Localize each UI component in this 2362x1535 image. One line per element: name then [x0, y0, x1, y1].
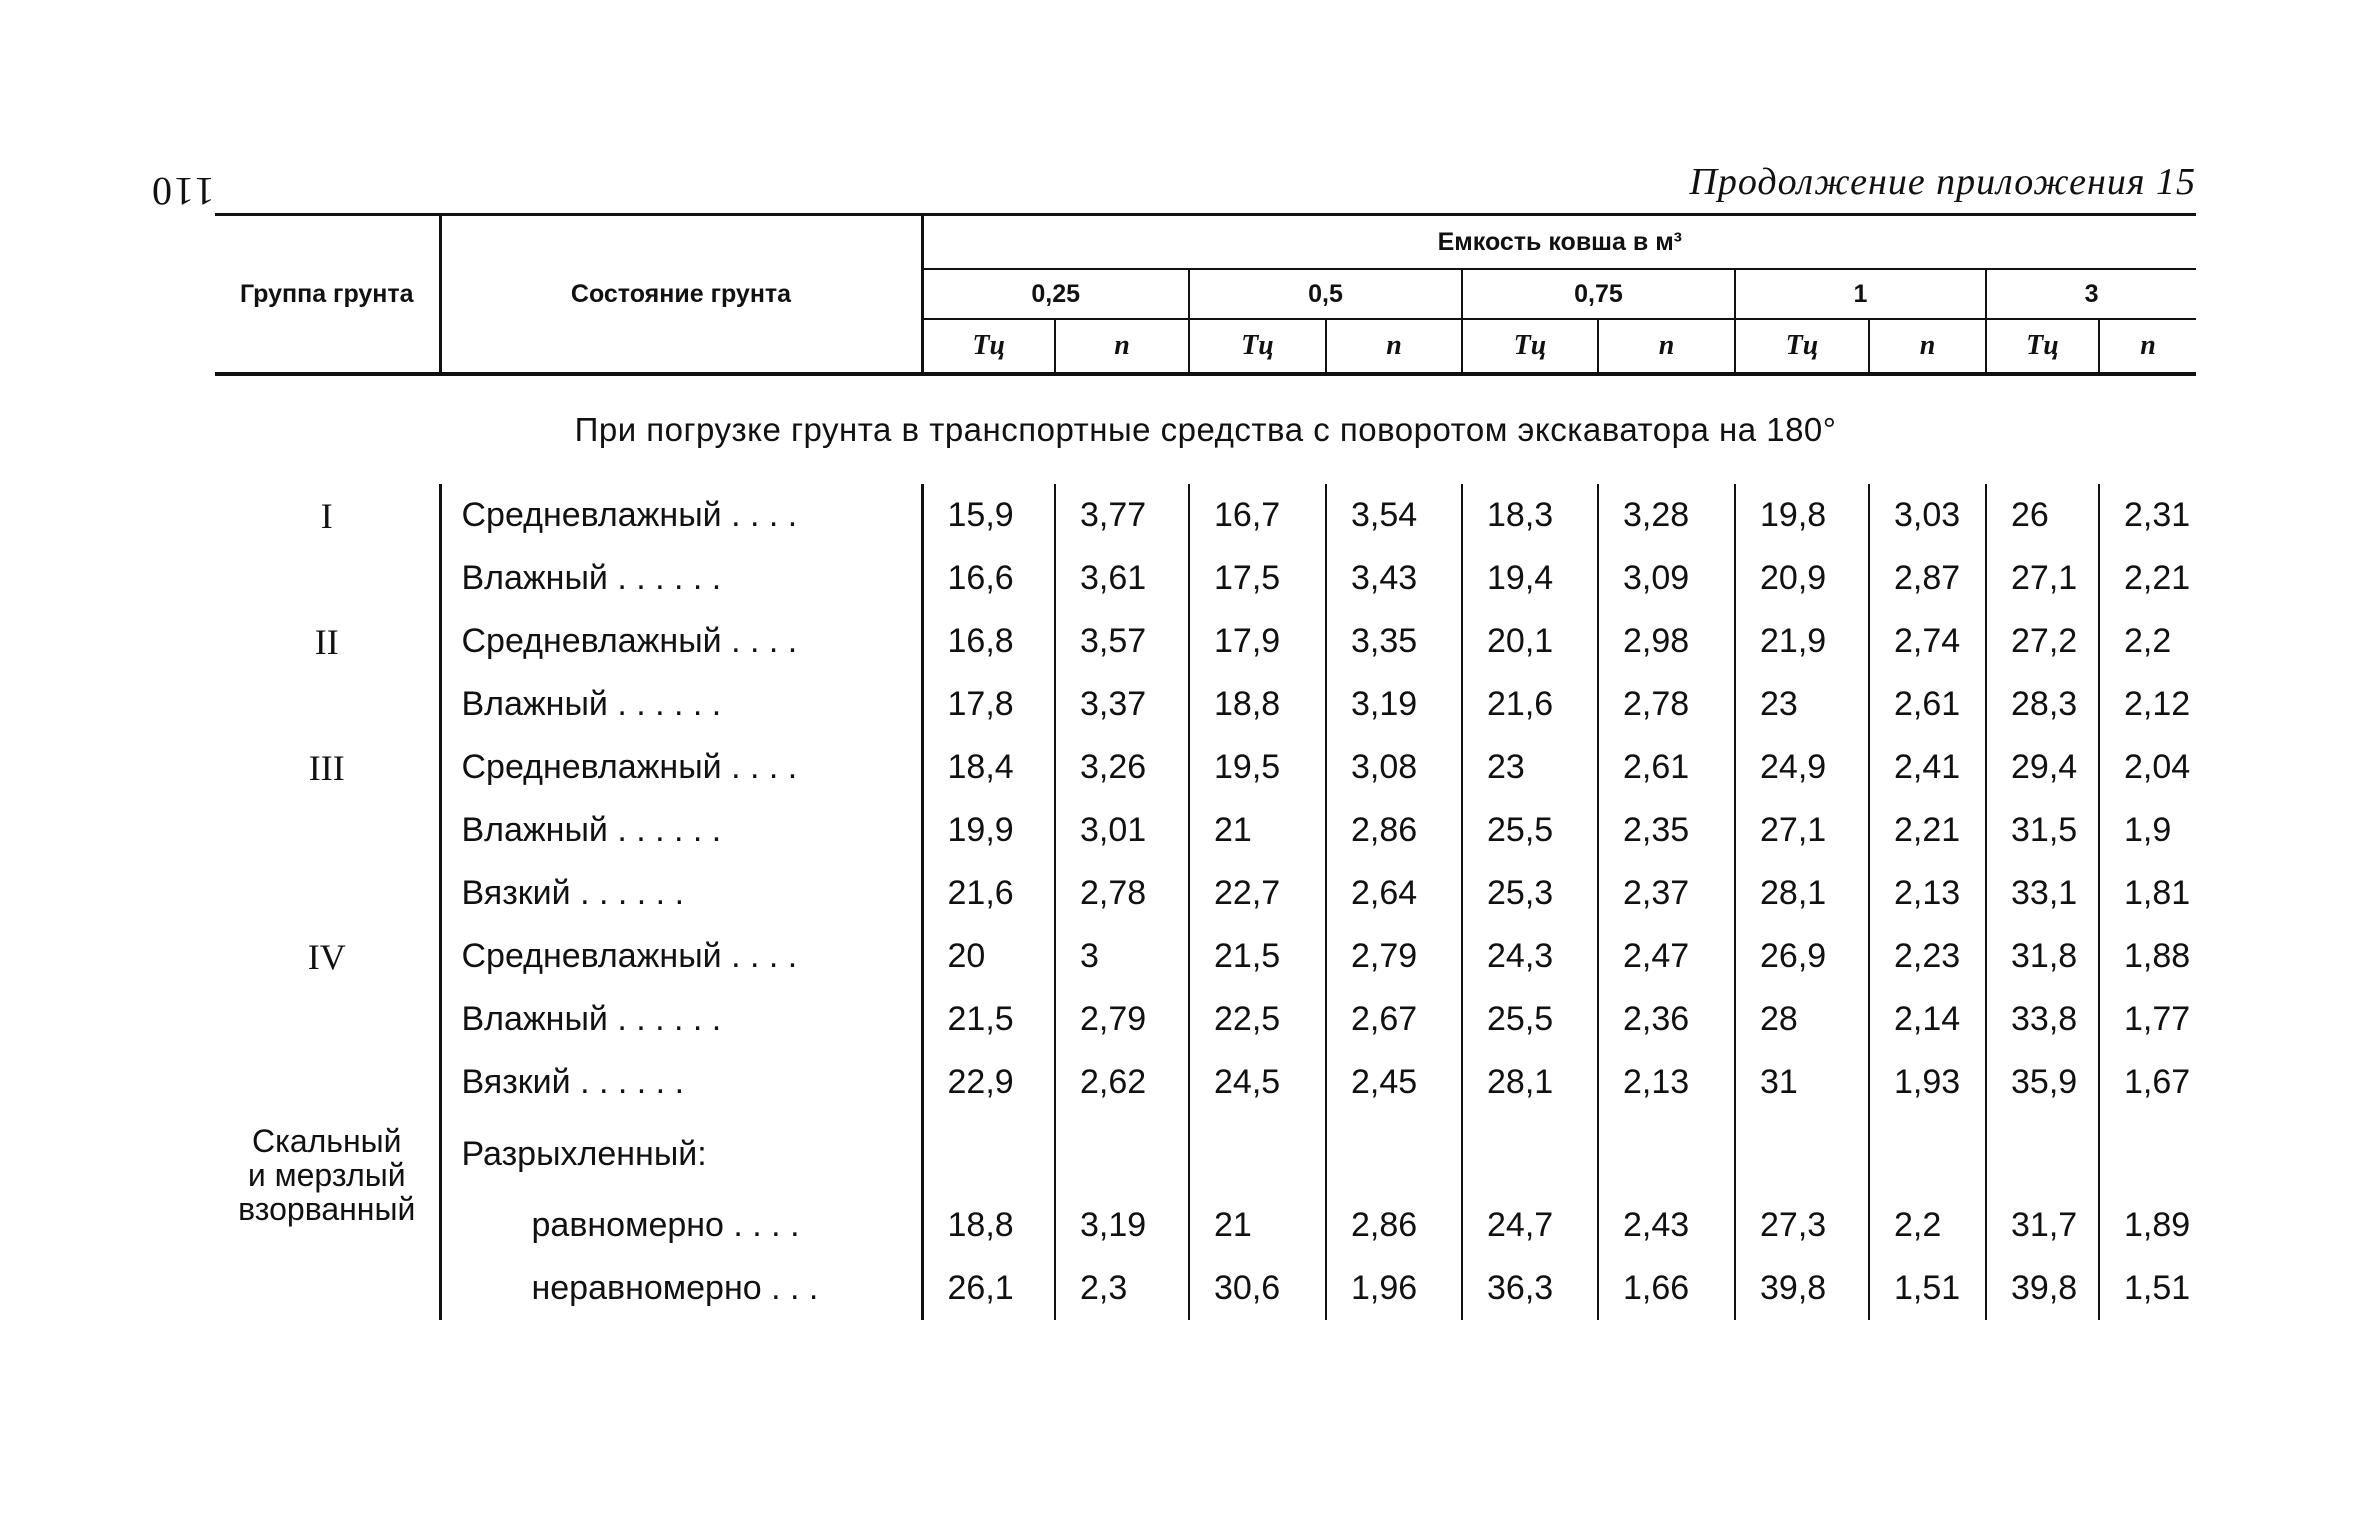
cell-value: 1,89	[2124, 1206, 2191, 1244]
cell-value: 1,93	[1869, 1051, 1986, 1114]
table-row	[215, 673, 2196, 736]
group-cell	[215, 799, 440, 862]
cell-value: 18,3	[1462, 484, 1598, 547]
cell-value: 2,61	[1598, 736, 1735, 799]
group-line: и мерзлый	[247, 1157, 406, 1193]
state-cell: Влажный . . . . . .	[440, 988, 922, 1051]
cell-value: 2,45	[1326, 1051, 1462, 1114]
cell-value: 22,5	[1189, 988, 1326, 1051]
cell-value: 20,1	[1462, 610, 1598, 673]
cell-value: 27,2	[1986, 610, 2099, 673]
cell-value: 20,9	[1735, 547, 1869, 610]
group-cell	[215, 1051, 440, 1114]
n-label: n	[2140, 330, 2156, 361]
section-title: При погрузке грунта в транспортные средства с поворотом экскаватора на 180°	[574, 411, 1837, 448]
cell-value: 21	[1189, 1194, 1326, 1257]
cell-value: 2,41	[1869, 736, 1986, 799]
cell-value: 2,78	[1598, 673, 1735, 736]
state-cell: Вязкий . . . . . .	[440, 862, 922, 925]
group-line: Скальный	[252, 1123, 402, 1159]
cell-value: 2,36	[1598, 988, 1735, 1051]
group-cell: IV	[215, 925, 440, 988]
cell-value: 18,4	[922, 736, 1055, 799]
group-column-header: Группа грунта	[215, 215, 440, 375]
cell-value: 35,9	[1986, 1051, 2099, 1114]
state-cell: Средневлажный . . . .	[440, 736, 922, 799]
cell-value: 2,43	[1598, 1194, 1735, 1257]
table-row	[215, 988, 2196, 1051]
cell-value: 2,3	[1055, 1257, 1189, 1320]
group-cell-rocky	[215, 1114, 440, 1320]
cell-value: 2,2	[2124, 622, 2172, 660]
group-cell	[215, 673, 440, 736]
cell-value: 3	[1055, 925, 1189, 988]
cell-value: 16,7	[1189, 484, 1326, 547]
table-row	[215, 484, 2196, 547]
group-cell	[215, 988, 440, 1051]
table-row	[215, 1051, 2196, 1114]
cell-value: 22,9	[922, 1051, 1055, 1114]
cell-value: 17,5	[1189, 547, 1326, 610]
cell-value: 2,86	[1326, 799, 1462, 862]
page-number: 110	[150, 169, 215, 214]
cell-empty	[1735, 1114, 1869, 1194]
cell-value: 2,62	[1055, 1051, 1189, 1114]
cell-empty	[1869, 1114, 1986, 1194]
table-row	[215, 1257, 2196, 1320]
capacity-value: 0,25	[922, 269, 1189, 319]
cell-value: 1,96	[1326, 1257, 1462, 1320]
cell-value: 22,7	[1189, 862, 1326, 925]
cell-value: 1,51	[1869, 1257, 1986, 1320]
cell-value: 24,5	[1189, 1051, 1326, 1114]
group-line: взорванный	[238, 1191, 416, 1227]
table-header	[215, 215, 2196, 375]
table-row	[215, 1194, 2196, 1257]
state-cell: Влажный . . . . . .	[440, 799, 922, 862]
cell-value: 36,3	[1462, 1257, 1598, 1320]
cell-value: 2,21	[1869, 799, 1986, 862]
cell-value: 3,35	[1326, 610, 1462, 673]
cell-value: 1,88	[2124, 937, 2191, 975]
cell-value: 23	[1735, 673, 1869, 736]
group-cell: III	[215, 736, 440, 799]
cell-value: 31,8	[1986, 925, 2099, 988]
cell-value: 1,66	[1598, 1257, 1735, 1320]
cell-value: 2,04	[2124, 748, 2191, 786]
cell-value: 2,12	[2124, 685, 2191, 723]
group-cell: I	[215, 484, 440, 547]
state-cell: Влажный . . . . . .	[440, 673, 922, 736]
cell-value: 17,9	[1189, 610, 1326, 673]
state-cell: Разрыхленный:	[440, 1114, 922, 1194]
cell-value: 2,64	[1326, 862, 1462, 925]
group-cell	[215, 862, 440, 925]
cell-value: 2,23	[1869, 925, 1986, 988]
n-label: n	[1326, 319, 1462, 374]
group-cell	[215, 547, 440, 610]
cell-value: 28,3	[1986, 673, 2099, 736]
data-table	[215, 213, 2196, 1320]
cell-value: 23	[1462, 736, 1598, 799]
cell-value: 2,79	[1326, 925, 1462, 988]
cell-value: 39,8	[1735, 1257, 1869, 1320]
cell-value: 3,57	[1055, 610, 1189, 673]
tc-label: Тц	[1986, 319, 2099, 374]
cell-value: 21,6	[922, 862, 1055, 925]
cell-value: 1,9	[2124, 811, 2172, 849]
cell-value: 3,19	[1326, 673, 1462, 736]
cell-value: 27,3	[1735, 1194, 1869, 1257]
cell-value: 3,08	[1326, 736, 1462, 799]
cell-value: 3,43	[1326, 547, 1462, 610]
cell-value: 3,37	[1055, 673, 1189, 736]
cell-empty	[1055, 1114, 1189, 1194]
cell-empty	[2099, 1114, 2196, 1194]
cell-value: 2,37	[1598, 862, 1735, 925]
cell-value: 28	[1735, 988, 1869, 1051]
cell-empty	[1598, 1114, 1735, 1194]
cell-empty	[922, 1114, 1055, 1194]
capacity-value: 0,5	[1189, 269, 1462, 319]
cell-value: 26,1	[922, 1257, 1055, 1320]
continuation-title: Продолжение приложения 15	[1689, 161, 2196, 203]
capacity-value: 3	[1986, 269, 2196, 319]
table-row	[215, 925, 2196, 988]
cell-value: 3,01	[1055, 799, 1189, 862]
table-row	[215, 1114, 2196, 1194]
cell-value: 30,6	[1189, 1257, 1326, 1320]
capacity-header: Емкость ковша в м³	[922, 215, 2196, 270]
state-cell: Вязкий . . . . . .	[440, 1051, 922, 1114]
cell-value: 2,2	[1869, 1194, 1986, 1257]
cell-value: 17,8	[922, 673, 1055, 736]
table-row	[215, 736, 2196, 799]
cell-value: 3,26	[1055, 736, 1189, 799]
capacity-value: 0,75	[1462, 269, 1735, 319]
cell-value: 2,47	[1598, 925, 1735, 988]
n-label: n	[1869, 319, 1986, 374]
cell-value: 28,1	[1735, 862, 1869, 925]
cell-value: 27,1	[1986, 547, 2099, 610]
cell-value: 26,9	[1735, 925, 1869, 988]
cell-value: 2,67	[1326, 988, 1462, 1051]
cell-value: 3,03	[1869, 484, 1986, 547]
cell-value: 3,19	[1055, 1194, 1189, 1257]
tc-label: Тц	[1189, 319, 1326, 374]
n-label: n	[1598, 319, 1735, 374]
cell-value: 2,31	[2124, 496, 2191, 534]
cell-value: 19,5	[1189, 736, 1326, 799]
cell-value: 27,1	[1735, 799, 1869, 862]
cell-value: 33,8	[1986, 988, 2099, 1051]
cell-value: 2,13	[1598, 1051, 1735, 1114]
capacity-value: 1	[1735, 269, 1986, 319]
cell-value: 3,28	[1598, 484, 1735, 547]
cell-value: 19,4	[1462, 547, 1598, 610]
cell-value: 18,8	[1189, 673, 1326, 736]
cell-value: 2,13	[1869, 862, 1986, 925]
cell-value: 21,5	[1189, 925, 1326, 988]
tc-label: Тц	[922, 319, 1055, 374]
cell-value: 1,67	[2124, 1063, 2191, 1101]
cell-empty	[1986, 1114, 2099, 1194]
state-cell: Влажный . . . . . .	[440, 547, 922, 610]
cell-value: 1,81	[2124, 874, 2191, 912]
cell-value: 21,9	[1735, 610, 1869, 673]
cell-value: 31	[1735, 1051, 1869, 1114]
cell-value: 24,7	[1462, 1194, 1598, 1257]
cell-value: 3,61	[1055, 547, 1189, 610]
table-body	[215, 484, 2196, 1320]
state-cell: Средневлажный . . . .	[440, 610, 922, 673]
table-row	[215, 799, 2196, 862]
table-row	[215, 547, 2196, 610]
cell-value: 21,6	[1462, 673, 1598, 736]
cell-value: 21,5	[922, 988, 1055, 1051]
cell-value: 2,21	[2124, 559, 2191, 597]
cell-value: 2,14	[1869, 988, 1986, 1051]
state-cell: Средневлажный . . . .	[440, 484, 922, 547]
state-cell: равномерно . . . .	[440, 1194, 922, 1257]
tc-label: Тц	[1462, 319, 1598, 374]
cell-value: 31,7	[1986, 1194, 2099, 1257]
cell-value: 3,54	[1326, 484, 1462, 547]
cell-value: 25,5	[1462, 988, 1598, 1051]
cell-value: 16,8	[922, 610, 1055, 673]
table-row	[215, 610, 2196, 673]
cell-value: 2,35	[1598, 799, 1735, 862]
cell-value: 15,9	[922, 484, 1055, 547]
cell-value: 21	[1189, 799, 1326, 862]
cell-value: 2,98	[1598, 610, 1735, 673]
cell-value: 2,86	[1326, 1194, 1462, 1257]
cell-value: 29,4	[1986, 736, 2099, 799]
state-cell: Средневлажный . . . .	[440, 925, 922, 988]
n-label: n	[1055, 319, 1189, 374]
cell-value: 2,74	[1869, 610, 1986, 673]
cell-value: 1,51	[2124, 1269, 2191, 1307]
cell-value: 28,1	[1462, 1051, 1598, 1114]
cell-value: 18,8	[922, 1194, 1055, 1257]
table-row	[215, 862, 2196, 925]
cell-value: 25,3	[1462, 862, 1598, 925]
cell-empty	[1326, 1114, 1462, 1194]
cell-value: 19,8	[1735, 484, 1869, 547]
cell-value: 24,3	[1462, 925, 1598, 988]
cell-value: 3,77	[1055, 484, 1189, 547]
cell-value: 31,5	[1986, 799, 2099, 862]
cell-value: 25,5	[1462, 799, 1598, 862]
cell-value: 20	[922, 925, 1055, 988]
cell-value: 1,77	[2124, 1000, 2191, 1038]
cell-value: 24,9	[1735, 736, 1869, 799]
cell-value: 26	[1986, 484, 2099, 547]
state-cell: неравномерно . . .	[440, 1257, 922, 1320]
tc-label: Тц	[1735, 319, 1869, 374]
cell-value: 16,6	[922, 547, 1055, 610]
cell-value: 2,87	[1869, 547, 1986, 610]
cell-value: 2,61	[1869, 673, 1986, 736]
cell-value: 39,8	[1986, 1257, 2099, 1320]
cell-value: 33,1	[1986, 862, 2099, 925]
cell-value: 3,09	[1598, 547, 1735, 610]
state-column-header: Состояние грунта	[440, 215, 922, 375]
cell-value: 2,79	[1055, 988, 1189, 1051]
cell-empty	[1189, 1114, 1326, 1194]
group-cell: II	[215, 610, 440, 673]
cell-empty	[1462, 1114, 1598, 1194]
cell-value: 19,9	[922, 799, 1055, 862]
cell-value: 2,78	[1055, 862, 1189, 925]
